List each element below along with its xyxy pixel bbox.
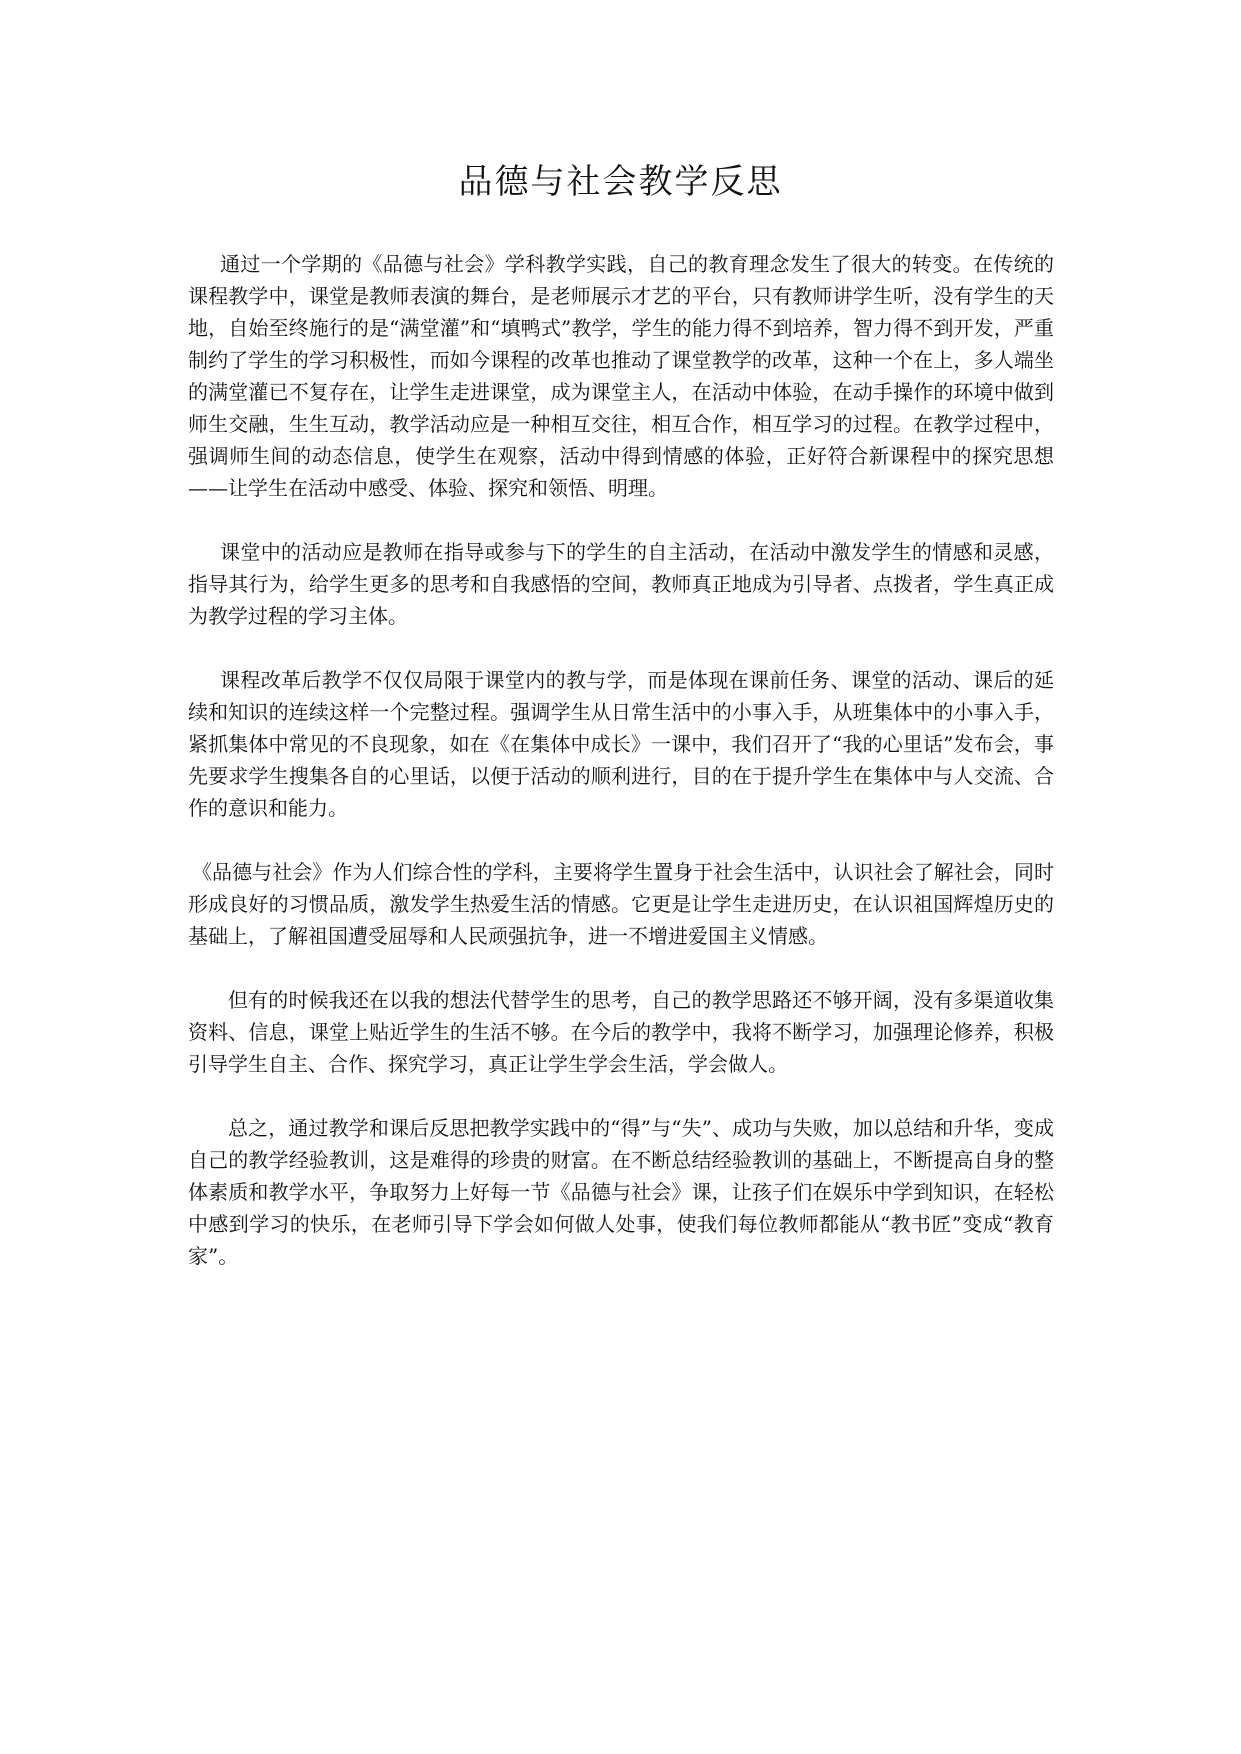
paragraph-3: 课程改革后教学不仅仅局限于课堂内的教与学，而是体现在课前任务、课堂的活动、课后的延续和知识的连续这样一个完整过程。强调学生从日常生活中的小事入手，从班集体中的小事入手，紧抓集体中常见的不良现象，如在《在集体中成长》一课中，我们召开了“我的心里话”发布会，事先要求学生搜集各自的心里话，以便于活动的顺利进行，目的在于提升学生在集体中与人交流、合作的意识和能力。 — [188, 668, 1054, 820]
paragraph-6: 总之，通过教学和课后反思把教学实践中的“得”与“失”、成功与失败，加以总结和升华，变成自己的教学经验教训，这是难得的珍贵的财富。在不断总结经验教训的基础上，不断提高自身的整体素质和教学水平，争取努力上好每一节《品德与社会》课，让孩子们在娱乐中学到知识，在轻松中感到学习的快乐，在老师引导下学会如何做人处事，使我们每位教师都能从“教书匠”变成“教育家”。 — [188, 1116, 1054, 1268]
document-title: 品德与社会教学反思 — [458, 162, 783, 202]
paragraph-1: 通过一个学期的《品德与社会》学科教学实践，自己的教育理念发生了很大的转变。在传统的课程教学中，课堂是教师表演的舞台，是老师展示才艺的平台，只有教师讲学生听，没有学生的天地，自始至终施行的是“满堂灌”和“填鸭式”教学，学生的能力得不到培养，智力得不到开发，严重制约了学生的学习积极性，而如今课程的改革也推动了课堂教学的改革，这种一个在上，多人端坐的满堂灌已不复存在，让学生走进课堂，成为课堂主人，在活动中体验，在动手操作的环境中做到师生交融，生生互动，教学活动应是一种相互交往，相互合作，相互学习的过程。在教学过程中，强调师生间的动态信息，使学生在观察，活动中得到情感的体验，正好符合新课程中的探究思想——让学生在活动中感受、体验、探究和领悟、明理。 — [188, 252, 1054, 500]
document-body — [188, 248, 1054, 1272]
paragraph-4: 《品德与社会》作为人们综合性的学科，主要将学生置身于社会生活中，认识社会了解社会，同时形成良好的习惯品质，激发学生热爱生活的情感。它更是让学生走进历史，在认识祖国辉煌历史的基础上，了解祖国遭受屈辱和人民顽强抗争，进一不增进爱国主义情感。 — [188, 860, 1054, 948]
paragraph-2: 课堂中的活动应是教师在指导或参与下的学生的自主活动，在活动中激发学生的情感和灵感，指导其行为，给学生更多的思考和自我感悟的空间，教师真正地成为引导者、点拨者，学生真正成为教学过程的学习主体。 — [188, 540, 1054, 628]
paragraph-5: 但有的时候我还在以我的想法代替学生的思考，自己的教学思路还不够开阔，没有多渠道收集资料、信息，课堂上贴近学生的生活不够。在今后的教学中，我将不断学习，加强理论修养，积极引导学生自主、合作、探究学习，真正让学生学会生活，学会做人。 — [188, 988, 1054, 1076]
